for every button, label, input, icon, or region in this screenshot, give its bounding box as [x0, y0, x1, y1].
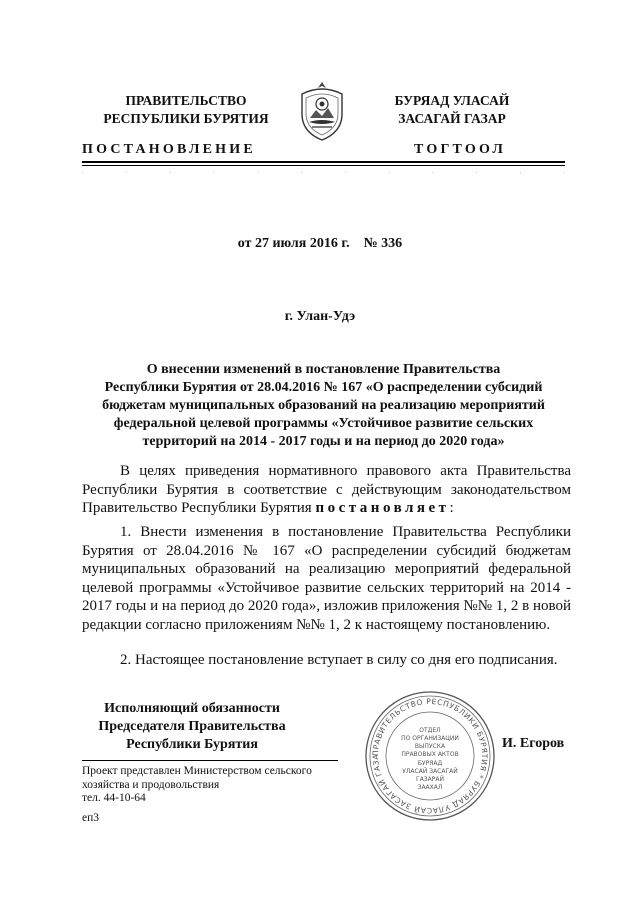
header-rule-thin — [82, 165, 565, 166]
header-right — [362, 92, 542, 128]
title-line: федеральной целевой программы «Устойчивое развитие сельских — [113, 416, 534, 431]
header-right-line2: ЗАСАГАЙ ГАЗАР — [398, 111, 506, 126]
footer-note — [82, 765, 312, 806]
title-line: территорий на 2014 - 2017 годы и на период до 2020 года» — [142, 434, 505, 449]
emblem-icon — [296, 80, 348, 142]
document-title — [82, 361, 565, 451]
stamp-center-line: ГАЗАРАЙ — [416, 776, 444, 783]
stamp-center-line: ОТДЕЛ — [419, 727, 441, 734]
header-dotted-line: . . . . . . . . . . . . — [82, 167, 565, 175]
signature-line1: Исполняющий обязанности — [104, 701, 280, 716]
header-left-line2: РЕСПУБЛИКИ БУРЯТИЯ — [103, 111, 269, 126]
stamp-center-line: ЗААХАЛ — [417, 784, 443, 791]
header-right-line1: БУРЯАД УЛАСАЙ — [394, 93, 510, 108]
title-line: О внесении изменений в постановление Правительства — [146, 362, 501, 377]
footer-line1: Проект представлен Министерством сельского — [82, 765, 312, 777]
stamp-ring-text: ПРАВИТЕЛЬСТВО РЕСПУБЛИКИ БУРЯТИЯ * БУРЯАД УЛАСАЙ ЗАСАГАЙ ГАЗА — [370, 696, 490, 816]
item-2: 2. Настоящее постановление вступает в силу со дня его подписания. — [120, 652, 558, 668]
stamp-center-line: ВЫПУСКА — [414, 743, 446, 750]
signatory-name: И. Егоров — [502, 736, 565, 751]
item-1: 1. Внести изменения в постановление Правительства Республики Бурятия от 28.04.2016 № 167 «О распределении субсидий бюджетам муниципальных образований на реализацию мероприятий федеральной целевой программы «Устойчивое развитие сельских территорий на 2014 - 2017 годы и на период до 2020 года», изложив приложения №№ 1, 2 в новой редакции согласно приложениям №№ 1, 2 к настоящему постановлению. — [82, 524, 571, 633]
stamp-center-line: БУРЯАД — [417, 760, 443, 767]
title-line: Республики Бурятия от 28.04.2016 № 167 «О распределении субсидий — [104, 380, 543, 395]
stamp-center-line: ПО ОРГАНИЗАЦИИ — [401, 735, 459, 742]
doc-type-right: ТОГТООЛ — [414, 142, 507, 157]
preamble-emphasis: постановляет — [315, 500, 450, 517]
signature-position — [72, 700, 312, 754]
footer-line3: тел. 44-10-64 — [82, 792, 146, 804]
preamble — [82, 462, 571, 518]
preamble-end: : — [449, 500, 454, 517]
stamp-center-line: ПРАВОВЫХ АКТОВ — [401, 751, 459, 758]
header-rule-thick — [82, 161, 565, 163]
footer-code: еп3 — [82, 812, 100, 824]
signature-line2: Председателя Правительства — [98, 719, 286, 734]
stamp-center-line: УЛАСАЙ ЗАСАГАЙ — [402, 768, 458, 775]
footer-line2: хозяйства и продовольствия — [82, 778, 220, 791]
doc-type-left: ПОСТАНОВЛЕНИЕ — [82, 142, 256, 157]
header-left — [96, 92, 276, 128]
city: г. Улан-Удэ — [284, 309, 356, 324]
official-stamp — [362, 688, 498, 824]
date-number: от 27 июля 2016 г. № 336 — [237, 236, 403, 251]
footer-rule — [82, 760, 338, 761]
signature-line3: Республики Бурятия — [126, 737, 258, 752]
title-line: бюджетам муниципальных образований на реализацию мероприятий — [102, 398, 545, 413]
preamble-text: В целях приведения нормативного правового акта Правительства Республики Бурятия в соответствие с действующим законодательством Правительство Республики Бурятия — [82, 463, 571, 517]
header-left-line1: ПРАВИТЕЛЬСТВО — [125, 93, 247, 108]
